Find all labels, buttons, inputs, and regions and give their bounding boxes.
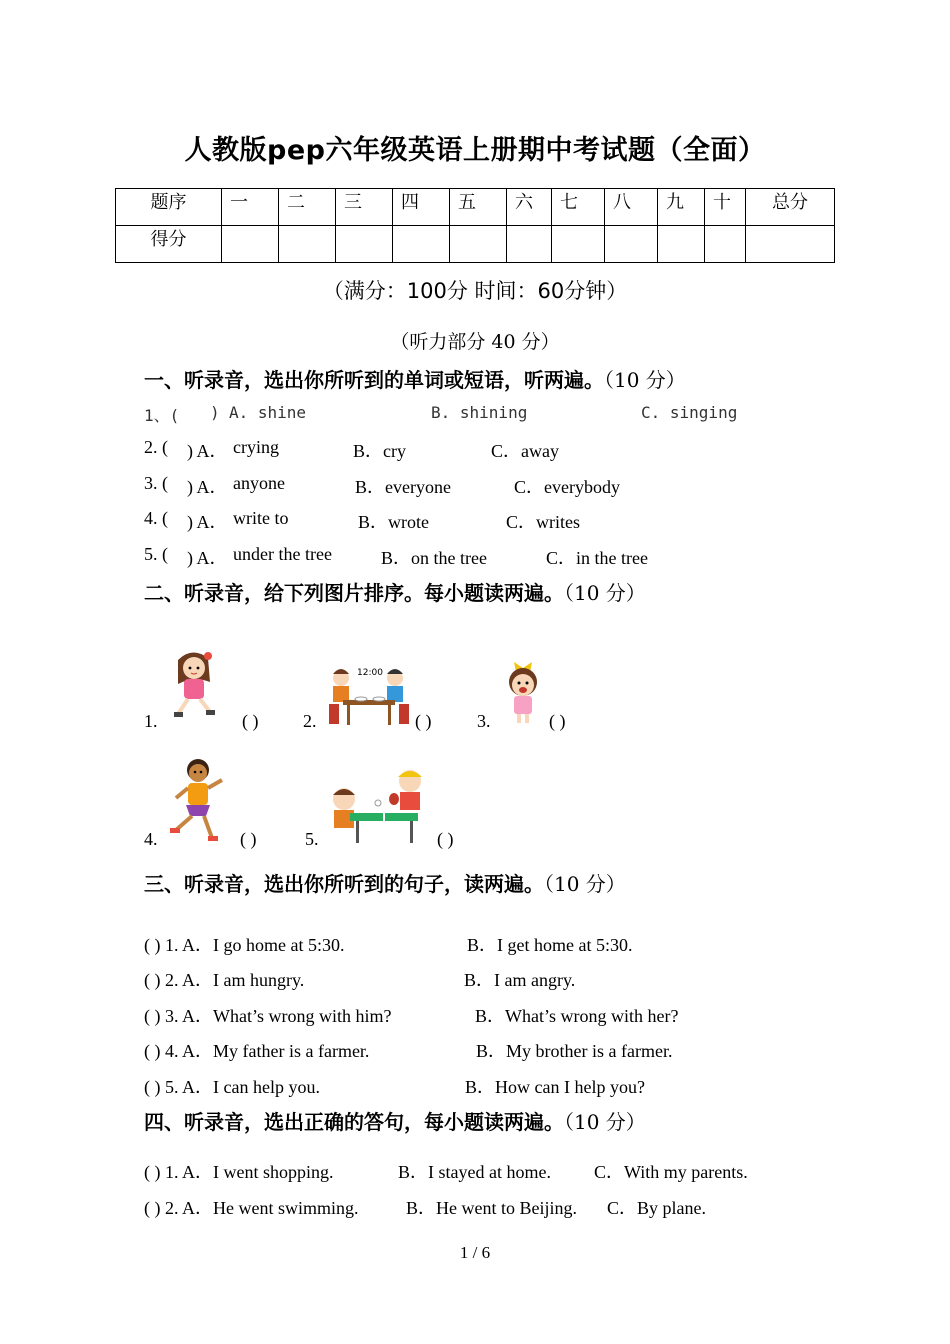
s4-q2-option-c[interactable]: C．By plane.: [607, 1198, 706, 1218]
s1-q5-number: 5. (: [144, 544, 168, 564]
score-cell: 三: [336, 189, 393, 226]
s3-q3-option-a[interactable]: ( ) 3. A．What’s wrong with him?: [144, 1006, 392, 1026]
page-number: 1 / 6: [459, 1243, 491, 1262]
s2-answer-blank[interactable]: ( ): [415, 711, 432, 731]
section-1-heading: [144, 364, 686, 393]
s1-q1-option-a[interactable]: A. shine: [229, 403, 307, 422]
section-2-heading: [144, 577, 646, 606]
score-cell: 八: [605, 189, 658, 226]
s3-q2-option-a[interactable]: ( ) 2. A．I am hungry.: [144, 970, 305, 990]
score-cell: 总分: [746, 189, 835, 226]
score-cell: 十: [705, 189, 746, 226]
s3-q4-option-a[interactable]: ( ) 4. A．My father is a farmer.: [144, 1041, 370, 1061]
s1-q5-option-b[interactable]: B．on the tree: [381, 548, 487, 568]
section-4-title: 四、听录音，选出正确的答句，每小题读两遍。: [144, 1110, 564, 1134]
s1-q3-option-b[interactable]: B．everyone: [355, 477, 451, 497]
score-blank[interactable]: [222, 226, 279, 263]
score-blank[interactable]: [507, 226, 552, 263]
s4-q1-option-c[interactable]: C．With my parents.: [594, 1162, 748, 1182]
s1-q2-close: ) A．: [187, 441, 228, 461]
s3-q1-option-a[interactable]: ( ) 1. A．I go home at 5:30.: [144, 935, 345, 955]
s4-q1-option-a[interactable]: ( ) 1. A．I went shopping.: [144, 1162, 334, 1182]
s3-q5-option-b[interactable]: B．How can I help you?: [465, 1077, 645, 1097]
score-blank[interactable]: [450, 226, 507, 263]
s1-q2-option-b[interactable]: B．cry: [353, 441, 406, 461]
s1-q2-number: 2. (: [144, 437, 168, 457]
s1-q3-number: 3. (: [144, 473, 168, 493]
girl-walking-picture: [166, 648, 222, 724]
score-table-score-row: [116, 226, 835, 263]
score-blank[interactable]: [393, 226, 450, 263]
s2-label-3: 3.: [477, 711, 491, 731]
listening-part-heading: （听力部分 40 分）: [390, 331, 560, 353]
s2-label-2: 2.: [303, 711, 317, 731]
score-cell: 一: [222, 189, 279, 226]
s3-q5-option-a[interactable]: ( ) 5. A．I can help you.: [144, 1077, 320, 1097]
s1-q4-option-a[interactable]: write to: [233, 508, 289, 528]
score-cell: 题序: [116, 189, 222, 226]
s2-answer-blank[interactable]: ( ): [240, 829, 257, 849]
score-cell: 四: [393, 189, 450, 226]
kids-lunch-table-picture: [323, 660, 413, 728]
section-2-points: （10 分）: [564, 581, 646, 605]
section-3-heading: [144, 868, 626, 897]
score-blank[interactable]: [658, 226, 705, 263]
s2-answer-blank[interactable]: ( ): [549, 711, 566, 731]
s1-q3-close: ) A．: [187, 477, 228, 497]
s1-q4-number: 4. (: [144, 508, 168, 528]
score-blank[interactable]: [605, 226, 658, 263]
score-cell: 二: [279, 189, 336, 226]
score-blank[interactable]: [279, 226, 336, 263]
s2-label-4: 4.: [144, 829, 158, 849]
s1-q1-option-b[interactable]: B. shining: [431, 403, 528, 422]
s4-q2-option-a[interactable]: ( ) 2. A．He went swimming.: [144, 1198, 359, 1218]
s3-q1-option-b[interactable]: B．I get home at 5:30.: [467, 935, 633, 955]
section-1-title: 一、听录音，选出你所听到的单词或短语，听两遍。: [144, 368, 604, 392]
section-2-title: 二、听录音，给下列图片排序。每小题读两遍。: [144, 581, 564, 605]
girl-running-picture: [168, 756, 228, 846]
s1-q4-option-c[interactable]: C．writes: [506, 512, 580, 532]
s3-q2-option-b[interactable]: B．I am angry.: [464, 970, 576, 990]
score-table: [115, 188, 835, 263]
girl-eating-picture: [500, 656, 546, 726]
s1-q5-option-c[interactable]: C．in the tree: [546, 548, 648, 568]
s1-q3-option-c[interactable]: C．everybody: [514, 477, 620, 497]
s1-q1-option-c[interactable]: C. singing: [641, 403, 738, 422]
s1-q4-close: ) A．: [187, 512, 228, 532]
s1-q3-option-a[interactable]: anyone: [233, 473, 285, 493]
score-time-note: （满分：100分 时间：60分钟）: [322, 279, 628, 303]
s1-q1-number: 1、(: [144, 406, 180, 425]
score-blank[interactable]: [746, 226, 835, 263]
section-4-heading: [144, 1106, 646, 1135]
s1-q1-close: ): [210, 403, 220, 422]
score-blank[interactable]: [705, 226, 746, 263]
score-cell: 六: [507, 189, 552, 226]
score-cell: 七: [552, 189, 605, 226]
s3-q3-option-b[interactable]: B．What’s wrong with her?: [475, 1006, 679, 1026]
clock-label: 12:00: [357, 668, 383, 678]
section-3-title: 三、听录音，选出你所听到的句子，读两遍。: [144, 872, 544, 896]
s2-answer-blank[interactable]: ( ): [242, 711, 259, 731]
s3-q4-option-b[interactable]: B．My brother is a farmer.: [476, 1041, 673, 1061]
section-4-points: （10 分）: [564, 1110, 646, 1134]
ping-pong-picture: [324, 765, 434, 847]
s2-answer-blank[interactable]: ( ): [437, 829, 454, 849]
score-row-label: 得分: [116, 226, 222, 263]
section-1-points: （10 分）: [604, 368, 686, 392]
s1-q2-option-a[interactable]: crying: [233, 437, 279, 457]
s4-q1-option-b[interactable]: B．I stayed at home.: [398, 1162, 551, 1182]
s2-label-1: 1.: [144, 711, 158, 731]
s1-q5-option-a[interactable]: under the tree: [233, 544, 332, 564]
s1-q4-option-b[interactable]: B．wrote: [358, 512, 429, 532]
score-blank[interactable]: [552, 226, 605, 263]
score-cell: 五: [450, 189, 507, 226]
s1-q2-option-c[interactable]: C．away: [491, 441, 559, 461]
score-table-header-row: [116, 189, 835, 226]
s4-q2-option-b[interactable]: B．He went to Beijing.: [406, 1198, 577, 1218]
s1-q5-close: ) A．: [187, 548, 228, 568]
score-blank[interactable]: [336, 226, 393, 263]
page-title: 人教版pep六年级英语上册期中考试题（全面）: [184, 135, 766, 166]
section-3-points: （10 分）: [544, 872, 626, 896]
s2-label-5: 5.: [305, 829, 319, 849]
score-cell: 九: [658, 189, 705, 226]
